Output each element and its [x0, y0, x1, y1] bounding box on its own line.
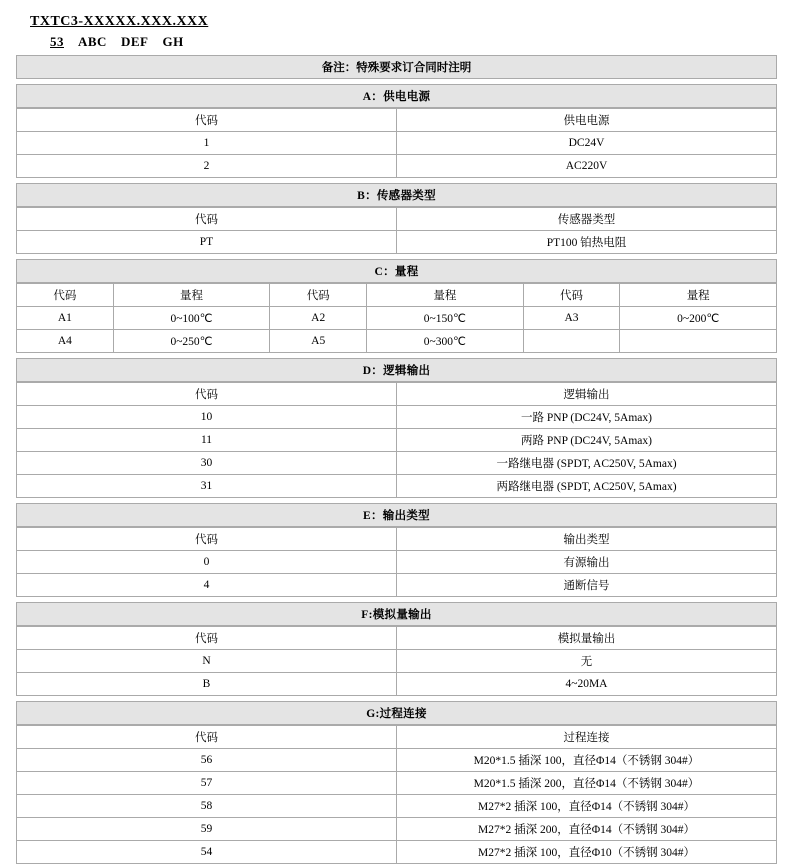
section-heading-row: [17, 603, 777, 626]
section-heading-table: [16, 503, 777, 527]
section-data-table: [16, 108, 777, 178]
table-row: [17, 475, 777, 498]
table-cell: 两路 PNP (DC24V, 5Amax): [397, 429, 777, 452]
table-cell: PT: [17, 231, 397, 254]
note-table: [16, 55, 777, 79]
section-data-table: [16, 527, 777, 597]
table-header-row: [17, 726, 777, 749]
table-row: [17, 795, 777, 818]
table-cell: A5: [270, 330, 367, 353]
table-cell: 0~100℃: [113, 307, 270, 330]
table-cell: [523, 330, 620, 353]
table-cell: DC24V: [397, 132, 777, 155]
section-heading-row: [17, 184, 777, 207]
column-header: 模拟量输出: [397, 627, 777, 650]
column-header: 逻辑输出: [397, 383, 777, 406]
section-heading-row: [17, 85, 777, 108]
table-row: [17, 818, 777, 841]
table-cell: M27*2 插深 100，直径Φ14（不锈钢 304#）: [397, 795, 777, 818]
model-code-fields: [16, 34, 777, 50]
section-block: [16, 602, 777, 696]
section-heading-table: [16, 84, 777, 108]
table-row: [17, 429, 777, 452]
table-cell: 0~200℃: [620, 307, 777, 330]
table-row: [17, 841, 777, 864]
table-cell: 31: [17, 475, 397, 498]
table-row: [17, 574, 777, 597]
column-header: 代码: [523, 284, 620, 307]
section-block: [16, 701, 777, 864]
column-header: 供电电源: [397, 109, 777, 132]
section-heading-label: C：量程: [17, 260, 777, 283]
table-cell: 有源输出: [397, 551, 777, 574]
table-row: [17, 673, 777, 696]
column-header: 量程: [620, 284, 777, 307]
table-cell: N: [17, 650, 397, 673]
column-header: 代码: [17, 383, 397, 406]
table-cell: 一路 PNP (DC24V, 5Amax): [397, 406, 777, 429]
table-cell: 54: [17, 841, 397, 864]
section-data-table: [16, 725, 777, 864]
section-heading-table: [16, 259, 777, 283]
note-row: [17, 56, 777, 79]
section-heading-row: [17, 504, 777, 527]
column-header: 代码: [17, 208, 397, 231]
column-header: 输出类型: [397, 528, 777, 551]
table-cell: M20*1.5 插深 200，直径Φ14（不锈钢 304#）: [397, 772, 777, 795]
model-field-3: DEF: [120, 34, 149, 49]
section-block: [16, 84, 777, 178]
table-cell: M20*1.5 插深 100，直径Φ14（不锈钢 304#）: [397, 749, 777, 772]
table-header-row: [17, 383, 777, 406]
column-header: 代码: [17, 726, 397, 749]
model-field-2: ABC: [78, 34, 107, 49]
section-heading-table: [16, 701, 777, 725]
column-header: 代码: [17, 109, 397, 132]
table-header-row: [17, 208, 777, 231]
table-cell: 57: [17, 772, 397, 795]
section-heading-label: E：输出类型: [17, 504, 777, 527]
sections-container: [16, 84, 777, 864]
section-block: [16, 503, 777, 597]
section-data-table: [16, 382, 777, 498]
section-block: [16, 358, 777, 498]
note-text: 备注：特殊要求订合同时注明: [17, 56, 777, 79]
column-header: 过程连接: [397, 726, 777, 749]
column-header: 代码: [270, 284, 367, 307]
section-heading-row: [17, 702, 777, 725]
table-header-row: [17, 109, 777, 132]
table-cell: A2: [270, 307, 367, 330]
table-cell: M27*2 插深 100，直径Φ10（不锈钢 304#）: [397, 841, 777, 864]
table-row: [17, 650, 777, 673]
table-cell: A3: [523, 307, 620, 330]
column-header: 传感器类型: [397, 208, 777, 231]
table-cell: B: [17, 673, 397, 696]
table-row: [17, 406, 777, 429]
table-header-row: [17, 627, 777, 650]
section-heading-table: [16, 183, 777, 207]
table-cell: 59: [17, 818, 397, 841]
table-cell: 0: [17, 551, 397, 574]
table-cell: 两路继电器 (SPDT, AC250V, 5Amax): [397, 475, 777, 498]
section-heading-row: [17, 260, 777, 283]
column-header: 量程: [367, 284, 524, 307]
table-row: [17, 772, 777, 795]
column-header: 量程: [113, 284, 270, 307]
section-heading-label: F:模拟量输出: [17, 603, 777, 626]
section-heading-label: A：供电电源: [17, 85, 777, 108]
model-field-1: 53: [50, 34, 64, 49]
table-header-row: [17, 528, 777, 551]
table-row: [17, 132, 777, 155]
table-cell: 一路继电器 (SPDT, AC250V, 5Amax): [397, 452, 777, 475]
table-cell: 4: [17, 574, 397, 597]
table-cell: [620, 330, 777, 353]
table-cell: 0~300℃: [367, 330, 524, 353]
table-cell: 4~20MA: [397, 673, 777, 696]
section-block: [16, 259, 777, 353]
section-data-table: [16, 283, 777, 353]
section-heading-label: D：逻辑输出: [17, 359, 777, 382]
table-cell: 11: [17, 429, 397, 452]
section-heading-label: G:过程连接: [17, 702, 777, 725]
table-row: [17, 231, 777, 254]
column-header: 代码: [17, 627, 397, 650]
section-heading-table: [16, 358, 777, 382]
note-block: [16, 55, 777, 79]
table-cell: 0~150℃: [367, 307, 524, 330]
table-cell: 1: [17, 132, 397, 155]
table-cell: 2: [17, 155, 397, 178]
section-data-table: [16, 207, 777, 254]
table-cell: M27*2 插深 200，直径Φ14（不锈钢 304#）: [397, 818, 777, 841]
table-cell: 58: [17, 795, 397, 818]
column-header: 代码: [17, 284, 114, 307]
table-row: [17, 749, 777, 772]
model-code-text: TXTC3-XXXXX.XXX.XXX: [30, 14, 209, 29]
table-cell: 56: [17, 749, 397, 772]
table-cell: 0~250℃: [113, 330, 270, 353]
table-cell: 10: [17, 406, 397, 429]
section-heading-table: [16, 602, 777, 626]
table-row: [17, 155, 777, 178]
table-cell: 无: [397, 650, 777, 673]
section-data-table: [16, 626, 777, 696]
table-row: [17, 307, 777, 330]
table-row: [17, 452, 777, 475]
model-code-title: [16, 14, 777, 30]
column-header: 代码: [17, 528, 397, 551]
table-cell: A1: [17, 307, 114, 330]
table-cell: 通断信号: [397, 574, 777, 597]
model-field-4: GH: [162, 34, 184, 49]
section-block: [16, 183, 777, 254]
table-cell: PT100 铂热电阻: [397, 231, 777, 254]
section-heading-label: B：传感器类型: [17, 184, 777, 207]
table-header-row: [17, 284, 777, 307]
table-row: [17, 330, 777, 353]
section-heading-row: [17, 359, 777, 382]
table-cell: AC220V: [397, 155, 777, 178]
table-row: [17, 551, 777, 574]
table-cell: A4: [17, 330, 114, 353]
table-cell: 30: [17, 452, 397, 475]
